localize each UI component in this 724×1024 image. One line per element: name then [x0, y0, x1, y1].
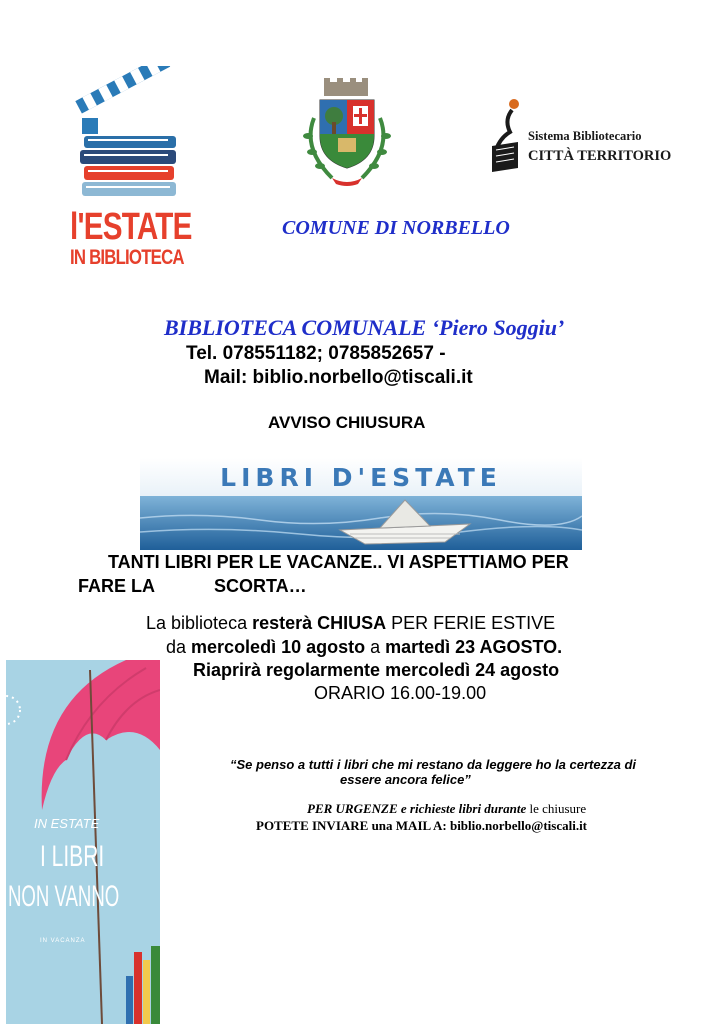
municipal-crest — [292, 78, 402, 188]
sistema-bibliotecario-logo — [488, 98, 672, 178]
biblioteca-title: BIBLIOTECA COMUNALE ‘Piero Soggiu’ — [164, 315, 565, 340]
coat-of-arms-icon — [292, 78, 402, 188]
poster-in-vacanza: IN VACANZA — [40, 938, 86, 944]
clapperboard-books-icon — [70, 66, 195, 206]
poster-in-estate: IN ESTATE — [34, 816, 100, 831]
poster-non-vanno: NON VANNO — [8, 880, 120, 913]
urgenze-bold: PER URGENZE e richieste libri durante — [307, 801, 527, 816]
date-start: mercoledì 10 agosto — [191, 637, 366, 657]
chiusura-text-a: La biblioteca — [146, 613, 253, 633]
libri-destate-banner — [140, 458, 582, 550]
riapertura-line: Riaprirà regolarmente mercoledì 24 agosto — [193, 660, 560, 680]
urgenze-line — [307, 801, 586, 817]
chiusura-text-c: PER FERIE ESTIVE — [386, 613, 556, 633]
reader-figure-icon — [488, 98, 528, 178]
vacanze-line2: FARE LA — [78, 576, 156, 596]
chiusura-text-bold: resterà CHIUSA — [252, 613, 387, 633]
quote-line2: essere ancora felice” — [340, 772, 471, 787]
phone-numbers: Tel. 078551182; 0785852657 - — [186, 343, 446, 364]
vacanze-line2-scorta: SCORTA… — [214, 576, 307, 596]
date-da: da — [166, 637, 192, 657]
comune-title: COMUNE DI NORBELLO — [282, 217, 510, 239]
estate-logo-line2: IN BIBLIOTECA — [70, 246, 184, 269]
avviso-heading: AVVISO CHIUSURA — [268, 413, 426, 432]
libri-non-vanno-in-vacanza-poster — [6, 660, 160, 1024]
vacanze-line1: TANTI LIBRI PER LE VACANZE.. VI ASPETTIAMO PER — [108, 552, 569, 572]
sistema-line1: Sistema Bibliotecario — [528, 129, 642, 143]
poster-i-libri: I LIBRI — [40, 840, 105, 873]
date-end: martedì 23 AGOSTO. — [385, 637, 563, 657]
inviare-mail-line: POTETE INVIARE una MAIL A: biblio.norbello@tiscali.it — [256, 818, 588, 833]
email-address: Mail: biblio.norbello@tiscali.it — [204, 367, 473, 388]
banner-title: LIBRI D'ESTATE — [220, 463, 502, 492]
estate-in-biblioteca-logo — [70, 66, 195, 271]
date-a: a — [365, 637, 386, 657]
date-range-line — [166, 637, 562, 658]
sistema-line2: CITTÀ TERRITORIO — [528, 148, 672, 164]
estate-logo-line1: l'ESTATE — [70, 206, 192, 248]
chiusura-line — [146, 613, 555, 634]
quote-line1: “Se penso a tutti i libri che mi restano da leggere ho la certezza di — [230, 757, 636, 772]
orario-line: ORARIO 16.00-19.00 — [314, 683, 487, 703]
urgenze-rest: le chiusure — [526, 801, 587, 816]
